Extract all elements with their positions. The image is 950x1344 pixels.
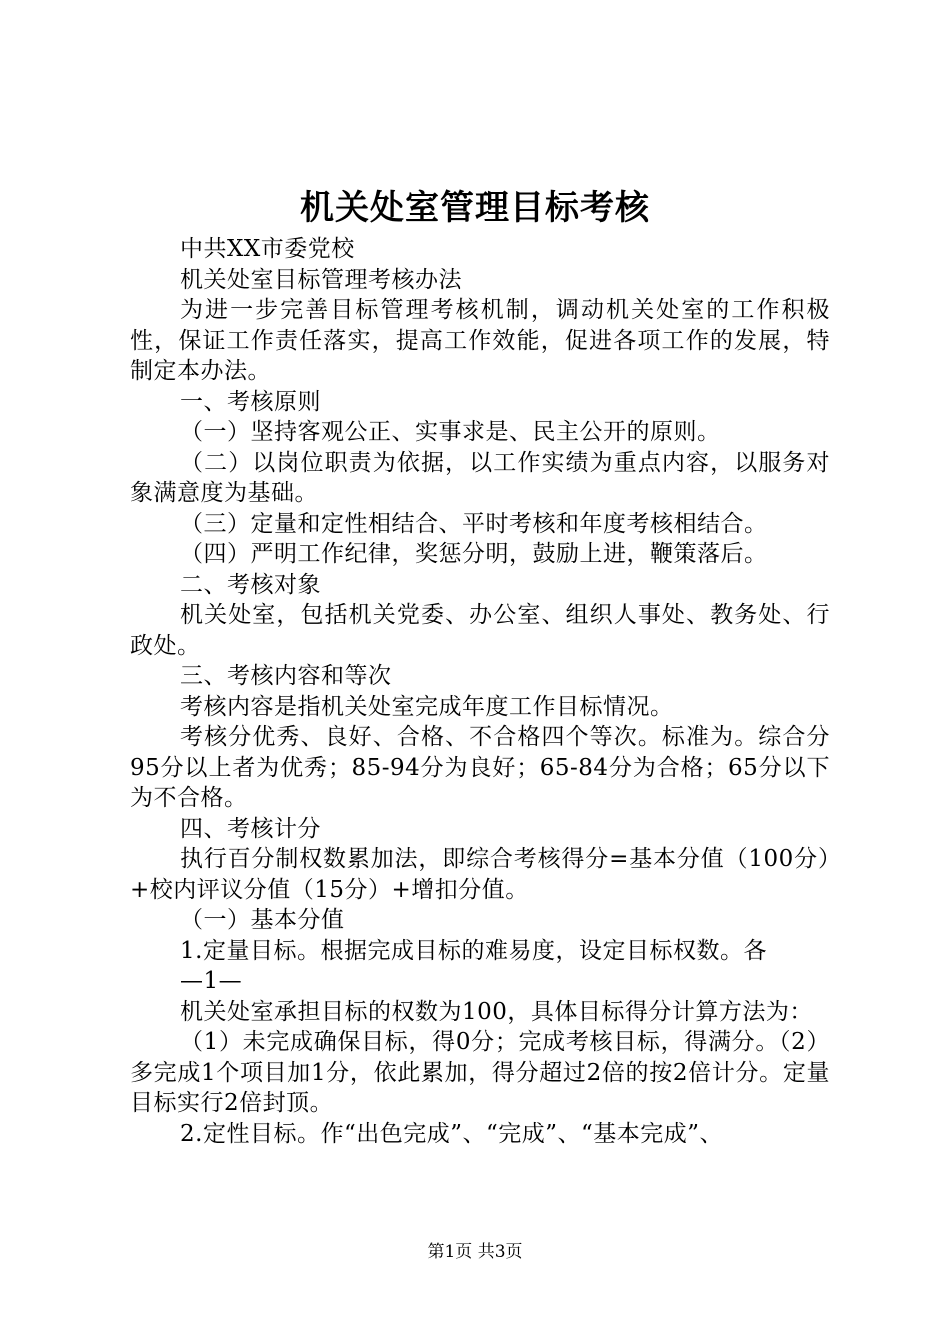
- section-heading-content: 三、考核内容和等次: [180, 663, 392, 689]
- paragraph-quantitative: 1.定量目标。根据完成目标的难易度，设定目标权数。各: [180, 937, 767, 964]
- paragraph-content: 考核内容是指机关处室完成年度工作目标情况。: [180, 693, 674, 720]
- section-heading-scoring: 四、考核计分: [180, 815, 321, 842]
- paragraph-intro: 为进一步完善目标管理考核机制，调动机关处室的工作积极性，保证工作责任落实，提高工作效能，促进各项工作的发展，特制定本办法。: [130, 297, 830, 384]
- paragraph-principle-4: （四）严明工作纪律，奖惩分明，鼓励上进，鞭策落后。: [180, 541, 768, 567]
- section-heading-targets: 二、考核对象: [180, 571, 321, 598]
- paragraph-score-rules: （1）未完成确保目标，得0分；完成考核目标，得满分。（2）多完成1个项目加1分，依此累加，得分超过2倍的按2倍计分。定量目标实行2倍封顶。: [130, 1029, 830, 1116]
- subsection-heading-base-score: （一）基本分值: [180, 907, 345, 933]
- section-heading-principles: 一、考核原则: [180, 388, 321, 415]
- paragraph-scoring-method: 执行百分制权数累加法，即综合考核得分=基本分值（100分）+校内评议分值（15分）+增扣分值。: [130, 846, 830, 903]
- paragraph-issuer: 中共XX市委党校: [180, 236, 355, 262]
- page-footer: 第1页 共3页: [427, 1242, 523, 1262]
- paragraph-grades: 考核分优秀、良好、合格、不合格四个等次。标准为。综合分95分以上者为优秀；85-94分为良好；65-84分为合格；65分以下为不合格。: [130, 724, 830, 811]
- document-body: [130, 234, 830, 1149]
- document-title: 机关处室管理目标考核: [300, 188, 650, 228]
- paragraph-qualitative: 2.定性目标。作“出色完成”、“完成”、“基本完成”、: [180, 1120, 723, 1147]
- paragraph-targets: 机关处室，包括机关党委、办公室、组织人事处、教务处、行政处。: [130, 602, 830, 659]
- paragraph-weight: 机关处室承担目标的权数为100，具体目标得分计算方法为：: [180, 998, 813, 1025]
- paragraph-principle-2: （二）以岗位职责为依据，以工作实绩为重点内容，以服务对象满意度为基础。: [130, 449, 830, 506]
- page-number-marker: —1—: [180, 968, 243, 994]
- paragraph-principle-3: （三）定量和定性相结合、平时考核和年度考核相结合。: [180, 510, 768, 537]
- paragraph-principle-1: （一）坚持客观公正、实事求是、民主公开的原则。: [180, 419, 721, 445]
- paragraph-subtitle: 机关处室目标管理考核办法: [180, 266, 462, 293]
